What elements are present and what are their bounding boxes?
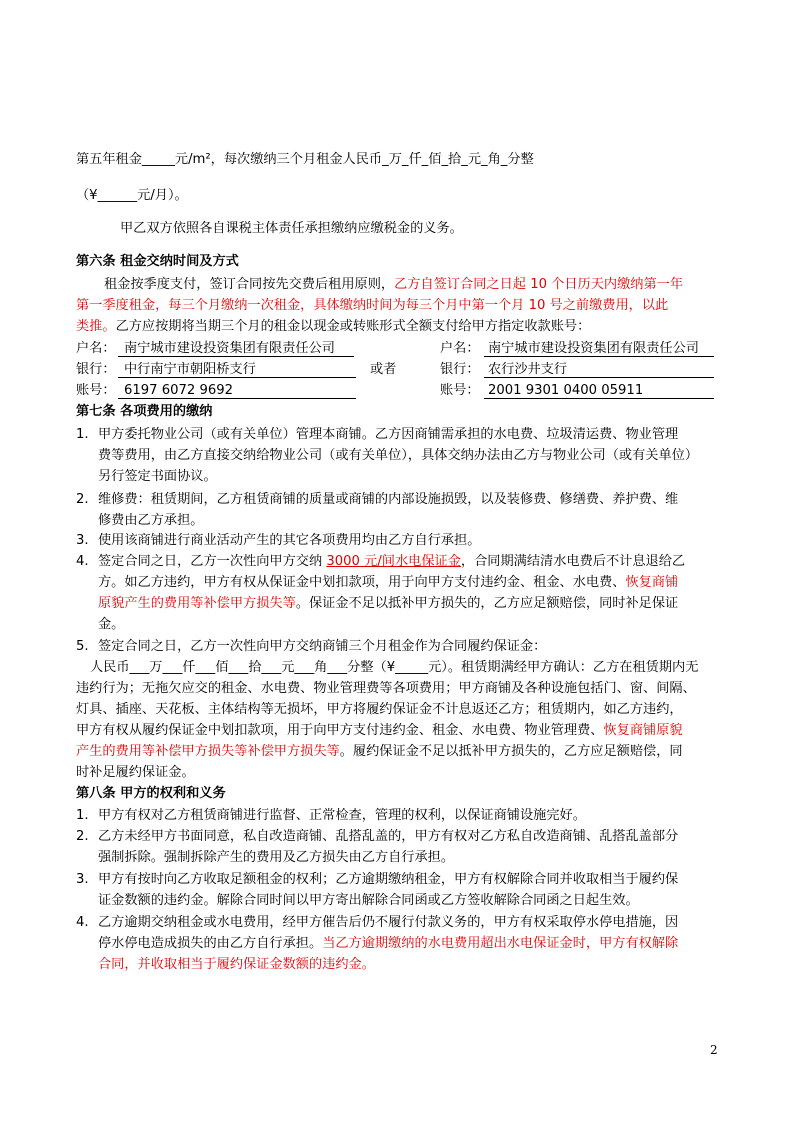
article7-item5-line1: 签定合同之日，乙方一次性向甲方交纳商铺三个月租金作为合同履约保证金： — [98, 639, 547, 654]
article7-item5-line5 — [76, 721, 683, 741]
article7-heading: 第七条 各项费用的缴纳 — [76, 404, 213, 419]
article7-red-text: 产生的费用等补偿甲方损失等补偿甲方损失等 — [76, 744, 340, 759]
account-right-name-label: 户名： — [440, 341, 480, 356]
article7-item5-line6 — [76, 742, 683, 762]
article7-item2-line2: 修费由乙方承担。 — [98, 513, 204, 528]
account-right-bank: 农行沙井支行 — [488, 362, 568, 377]
article7-text: 方。如乙方违约，甲方有权从保证金中划扣款项，用于向甲方支付违约金、租金、水电费、 — [98, 575, 626, 590]
article6-red-text: 类推。 — [76, 319, 116, 334]
account-left-acct-underline — [118, 398, 356, 399]
account-right-acct: 2001 9301 0400 05911 — [488, 383, 644, 398]
article6-heading: 第六条 租金交纳时间及方式 — [76, 254, 239, 269]
account-left-acct: 6197 6072 9692 — [124, 383, 234, 398]
account-right-name: 南宁城市建设投资集团有限责任公司 — [488, 341, 699, 356]
account-right-acct-underline — [484, 398, 714, 399]
account-left-name-underline — [118, 356, 354, 357]
article8-item4-line3: 合同，并收取相当于履约保证金数额的违约金。 — [98, 957, 375, 972]
article6-red-text: 乙方自签订合同之日起 10 个日历天内缴纳第一年 — [394, 277, 684, 292]
account-right-acct-label: 账号： — [440, 383, 480, 398]
account-left-name-label: 户名： — [76, 341, 116, 356]
article7-item4-line1 — [98, 552, 685, 572]
article7-item3-line1: 使用该商铺进行商业活动产生的其它各项费用均由乙方自行承担。 — [98, 533, 481, 548]
page-number: 2 — [710, 1043, 718, 1057]
rent-year5-line: 第五年租金_____元/m²，每次缴纳三个月租金人民币_万_仟_佰_拾_元_角_分整 — [76, 152, 534, 167]
account-left-bank: 中行南宁市朝阳桥支行 — [124, 362, 256, 377]
article6-text: 乙方应按期将当期三个月的租金以现金或转账形式全额支付给甲方指定收款账号： — [115, 319, 591, 334]
article8-heading: 第八条 甲方的权利和义务 — [76, 786, 226, 801]
article7-item1-line3: 另行签定书面协议。 — [98, 469, 217, 484]
rent-monthly-line: （¥______元/月）。 — [76, 188, 188, 203]
article7-item1-number: 1. — [76, 427, 89, 442]
article8-red-text: 当乙方逾期缴纳的水电费用超出水电保证金时，甲方有权解除 — [322, 936, 679, 951]
article7-item5-line2: 人民币___万___仟___佰___拾___元___角___分整（¥_____元）。租赁期满经甲方确认：乙方在租赁期内无 — [90, 660, 699, 675]
account-right-name-underline — [484, 356, 714, 357]
article8-item1-number: 1. — [76, 808, 89, 823]
account-right-bank-label: 银行： — [440, 362, 480, 377]
article7-text: 。保证金不足以抵补甲方损失的，乙方应足额赔偿，同时补足保证 — [295, 596, 679, 611]
article8-item2-line1: 乙方未经甲方书面同意，私自改造商铺、乱搭乱盖的，甲方有权对乙方私自改造商铺、乱搭乱盖部分 — [98, 829, 679, 844]
article7-item5-line7: 时补足履约保证金。 — [76, 765, 195, 780]
article7-item4-line2 — [98, 573, 678, 593]
article7-red-text: 恢复商铺 — [625, 575, 679, 590]
article6-para1-line2: 第一季度租金，每三个月缴纳一次租金，具体缴纳时间为每三个月中第一个月 10 号之前缴费用，以此 — [76, 298, 669, 313]
article8-item4-line2 — [98, 934, 678, 954]
or-label: 或者 — [370, 362, 397, 377]
article7-text: 。履约保证金不足以抵补甲方损失的，乙方应足额赔偿，同 — [339, 744, 683, 759]
article6-text: 租金按季度支付，签订合同按先交费后租用原则， — [104, 277, 395, 292]
account-right-bank-underline — [484, 377, 714, 378]
article7-item4-line4: 金。 — [98, 617, 125, 632]
tax-note: 甲乙双方依照各自课税主体责任承担缴纳应缴税金的义务。 — [120, 221, 463, 236]
article7-text: ，合同期满结清水电费后不计息退给乙 — [460, 554, 686, 569]
article7-item5-number: 5. — [76, 639, 89, 654]
article7-red-text: 3000 元/间水电保证金 — [326, 554, 461, 569]
article7-item3-number: 3. — [76, 533, 89, 548]
article7-red-text: 恢复商铺原貌 — [603, 723, 683, 738]
article8-item4-line1: 乙方逾期交纳租金或水电费用，经甲方催告后仍不履行付款义务的，甲方有权采取停水停电措施，因 — [98, 915, 679, 930]
article8-item3-number: 3. — [76, 872, 89, 887]
article7-text: 甲方有权从履约保证金中划扣款项，用于向甲方支付违约金、租金、水电费、物业管理费、 — [76, 723, 604, 738]
article8-item3-line2: 证金数额的违约金。解除合同时间以甲方寄出解除合同函或乙方签收解除合同函之日起生效。 — [98, 893, 639, 908]
account-left-bank-underline — [118, 377, 356, 378]
article8-item2-number: 2. — [76, 829, 89, 844]
account-left-acct-label: 账号： — [76, 383, 116, 398]
article7-item4-number: 4. — [76, 554, 89, 569]
article7-item4-line3 — [98, 594, 678, 614]
article8-item3-line1: 甲方有按时向乙方收取足额租金的权利；乙方逾期缴纳租金，甲方有权解除合同并收取相当于履约保 — [98, 872, 679, 887]
article7-item1-line2: 费等费用，由乙方直接交纳给物业公司（或有关单位），具体交纳办法由乙方与物业公司（或有关单位） — [98, 448, 699, 463]
article6-para1-line3 — [76, 317, 590, 337]
account-left-bank-label: 银行： — [76, 362, 116, 377]
article6-para1-line1 — [104, 275, 683, 295]
article7-item1-line1: 甲方委托物业公司（或有关单位）管理本商铺。乙方因商铺需承担的水电费、垃圾清运费、物业管理 — [98, 427, 679, 442]
article7-red-text: 原貌产生的费用等补偿甲方损失等 — [98, 596, 296, 611]
article7-item5-line4: 灯具、插座、天花板、主体结构等无损坏，甲方将履约保证金不计息返还乙方；租赁期内，如乙方违约， — [76, 702, 683, 717]
article7-item5-line3: 违约行为；无拖欠应交的租金、水电费、物业管理费等各项费用；甲方商铺及各种设施包括门、窗、间隔、 — [76, 681, 696, 696]
article7-item2-line1: 维修费：租赁期间，乙方租赁商铺的质量或商铺的内部设施损毁，以及装修费、修缮费、养护费、维 — [98, 492, 679, 507]
article8-text: 停水停电造成损失的由乙方自行承担。 — [98, 936, 323, 951]
account-left-name: 南宁城市建设投资集团有限责任公司 — [124, 341, 335, 356]
article8-item4-number: 4. — [76, 915, 89, 930]
article7-item2-number: 2. — [76, 492, 89, 507]
article8-item2-line2: 强制拆除。强制拆除产生的费用及乙方损失由乙方自行承担。 — [98, 850, 455, 865]
article7-text: 签定合同之日，乙方一次性向甲方交纳 — [98, 554, 327, 569]
article8-item1-line1: 甲方有权对乙方租赁商铺进行监督、正常检查，管理的权利，以保证商铺设施完好。 — [98, 808, 586, 823]
